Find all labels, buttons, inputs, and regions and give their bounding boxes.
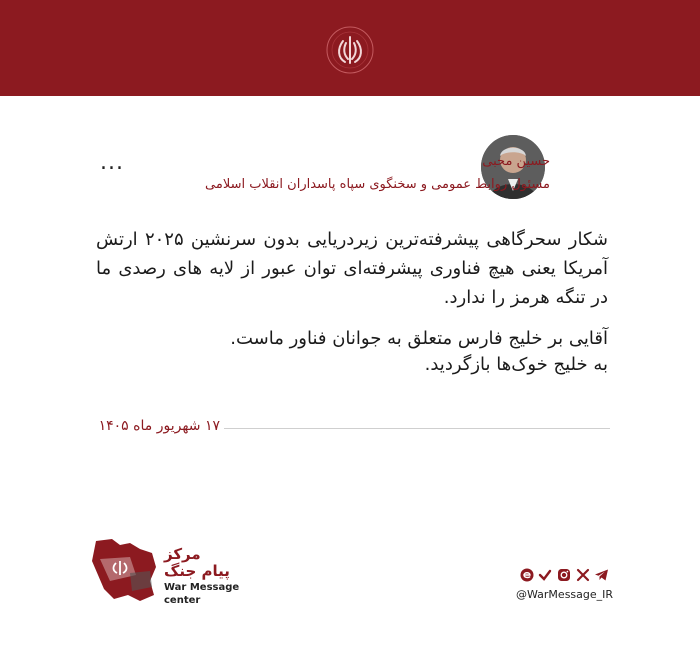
- post-paragraph: شکار سحرگاهی پیشرفته‌ترین زیردریایی بدون سرنشین ۲۰۲۵ ارتش آمریکا یعنی هیچ فناوری پیشرفته‌ای توان عبور از لایه های رصدی ما در تنگه هرمز را ندارد.: [96, 229, 608, 308]
- post-body: [96, 225, 608, 378]
- divider: [224, 428, 610, 429]
- logo-text-fa: پیام جنگ: [164, 562, 230, 580]
- check-icon[interactable]: [538, 568, 553, 583]
- x-icon[interactable]: [575, 568, 590, 583]
- logo-text-en: War Message: [164, 582, 240, 593]
- logo-text-fa: مرکز: [164, 545, 201, 563]
- header-bar: [0, 0, 700, 96]
- eitaa-icon[interactable]: [519, 568, 534, 583]
- author-name[interactable]: حسین محبی: [482, 154, 550, 169]
- iran-map-logo-icon: [90, 537, 158, 603]
- iran-emblem-icon: [325, 25, 375, 75]
- social-links: [519, 566, 609, 584]
- post-date: ۱۷ شهریور ماه ۱۴۰۵: [98, 418, 220, 434]
- handle[interactable]: @WarMessage_IR: [516, 588, 614, 601]
- logo-text-en: center: [164, 595, 201, 606]
- more-options-icon[interactable]: ...: [100, 150, 124, 175]
- telegram-icon[interactable]: [594, 568, 609, 583]
- author-title: مسئول روابط عمومی و سخنگوی سپاه پاسداران انقلاب اسلامی: [205, 177, 550, 192]
- post-line: به خلیج خوک‌ها بازگردید.: [424, 354, 608, 375]
- instagram-icon[interactable]: [557, 568, 572, 583]
- post-line: آقایی بر خلیج فارس متعلق به جوانان فناور ماست.: [230, 328, 608, 349]
